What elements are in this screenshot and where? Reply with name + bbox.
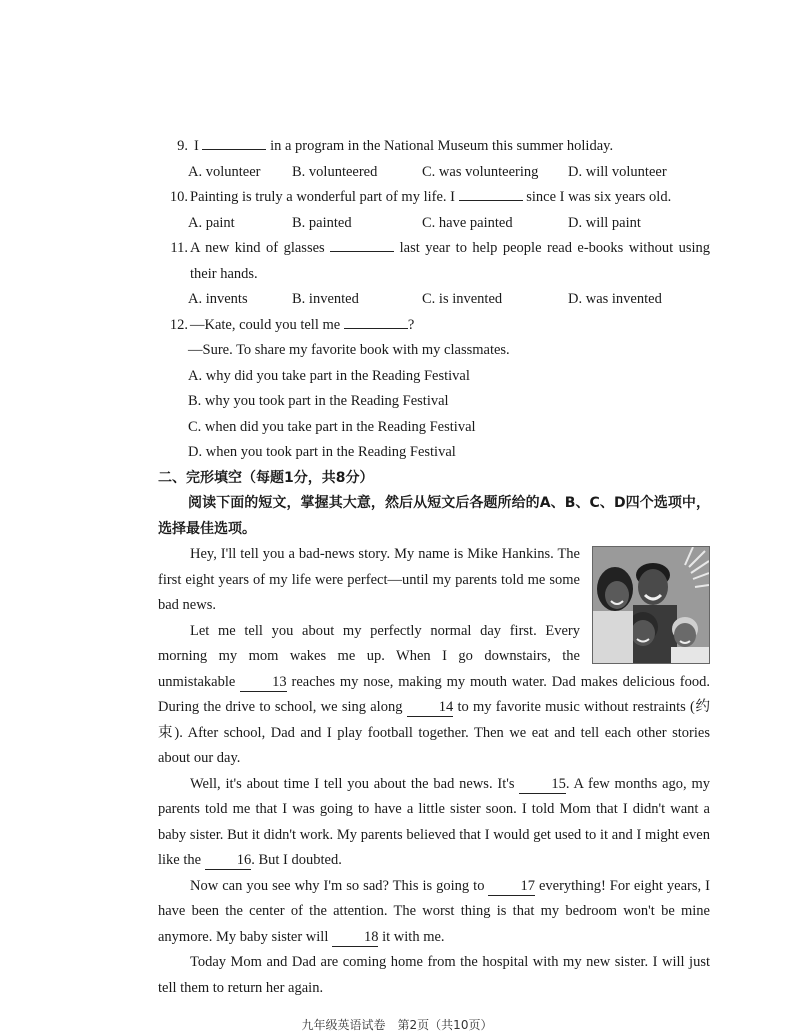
question-number: 11.	[170, 240, 188, 256]
passage-text: . But I doubted.	[251, 852, 342, 868]
option-d: D. when you took part in the Reading Festival	[188, 444, 456, 460]
section-instruction: 阅读下面的短文，掌握其大意，然后从短文后各题所给的A、B、C、D四个选项中，选择最佳选项。	[158, 495, 710, 537]
option-a: A. why did you take part in the Reading Festival	[188, 367, 470, 384]
paragraph-3	[158, 772, 710, 874]
family-photo-illustration	[592, 546, 710, 664]
option-c: C. was volunteering	[422, 163, 539, 180]
passage-text: everything! For eight years, I have been the center of the attention. The worst thing is that my bedroom won't be mine anymore. My baby sister will	[158, 877, 710, 945]
question-9	[158, 134, 710, 160]
passage-text: reaches my nose, making my mouth water. Dad makes delicious food. During the drive to school, we sing along	[158, 673, 710, 715]
question-10	[158, 185, 710, 211]
dialogue-reply: —Sure. To share my favorite book with my classmates.	[188, 342, 510, 358]
paragraph-5: Today Mom and Dad are coming home from the hospital with my new sister. I will just tell them to return her again.	[158, 954, 710, 996]
passage-text: it with me.	[378, 928, 445, 945]
paragraph-4	[158, 874, 710, 951]
question-text: Painting is truly a wonderful part of my life. I	[190, 189, 459, 205]
blank-13[interactable]: 13	[240, 674, 287, 692]
options-11	[158, 287, 710, 313]
option-b: B. why you took part in the Reading Festival	[188, 393, 449, 409]
passage-text: to my favorite music without restraints (约束). After school, Dad and I play football together. Then we eat and tell each other stories about our day.	[158, 699, 710, 766]
options-9	[158, 160, 710, 186]
option-c: C. is invented	[422, 291, 503, 307]
question-number: 10.	[169, 189, 188, 205]
blank-16[interactable]: 16	[205, 852, 252, 870]
blank-14[interactable]: 14	[407, 699, 454, 717]
answer-blank[interactable]	[330, 237, 394, 252]
question-text: in a program in the National Museum this summer holiday.	[266, 138, 614, 154]
answer-blank[interactable]	[202, 135, 266, 150]
option-c: C. have painted	[422, 214, 513, 231]
option-a: A. invents	[188, 291, 248, 307]
options-10	[158, 211, 710, 237]
passage-text: Well, it's about time I tell you about the bad news. It's	[190, 775, 520, 792]
option-c: C. when did you take part in the Reading Festival	[188, 418, 476, 435]
question-11	[158, 236, 710, 287]
passage-text: . A few months ago, my parents told me that I was going to have a little sister soon. I told Mom that I didn't want a baby sister. But it didn't work. My parents believed that I would get used to it and I might even like the	[158, 775, 710, 868]
passage-text: Let me tell you about my perfectly normal day first. Every morning my mom wakes me up. When I go downstairs, the unmistakable	[158, 622, 580, 690]
blank-18[interactable]: 18	[332, 929, 379, 947]
option-a: A. paint	[188, 214, 235, 231]
option-b: B. painted	[292, 214, 352, 231]
question-text: —Kate, could you tell me	[190, 316, 344, 333]
blank-17[interactable]: 17	[488, 878, 535, 896]
exam-content	[158, 134, 710, 1001]
option-d: D. was invented	[568, 291, 662, 307]
option-a: A. volunteer	[188, 163, 261, 180]
question-number: 9.	[177, 138, 188, 154]
section-title: 二、完形填空（每题1分，共8分）	[158, 469, 374, 486]
cloze-passage	[158, 542, 710, 1001]
question-text: A new kind of glasses	[190, 240, 331, 256]
question-text: last year to help people read e-books without using their hands.	[190, 240, 711, 282]
answer-blank[interactable]	[459, 186, 523, 201]
option-d: D. will volunteer	[568, 163, 667, 180]
passage-text: Now can you see why I'm so sad? This is going to	[190, 877, 489, 894]
question-text: I	[194, 138, 203, 154]
question-text: ?	[407, 316, 415, 333]
option-b: B. volunteered	[292, 163, 378, 180]
page-footer: 九年级英语试卷 第2页（共10页）	[301, 1018, 493, 1032]
option-b: B. invented	[292, 291, 359, 307]
question-12	[158, 313, 710, 339]
option-d: D. will paint	[568, 214, 641, 231]
question-number: 12.	[169, 316, 188, 333]
blank-15[interactable]: 15	[519, 776, 566, 794]
question-text: since I was six years old.	[522, 189, 672, 205]
answer-blank[interactable]	[344, 314, 408, 329]
paragraph-1: Hey, I'll tell you a bad-news story. My name is Mike Hankins. The first eight years of my life were perfect—until my parents told me some bad news.	[158, 546, 580, 613]
